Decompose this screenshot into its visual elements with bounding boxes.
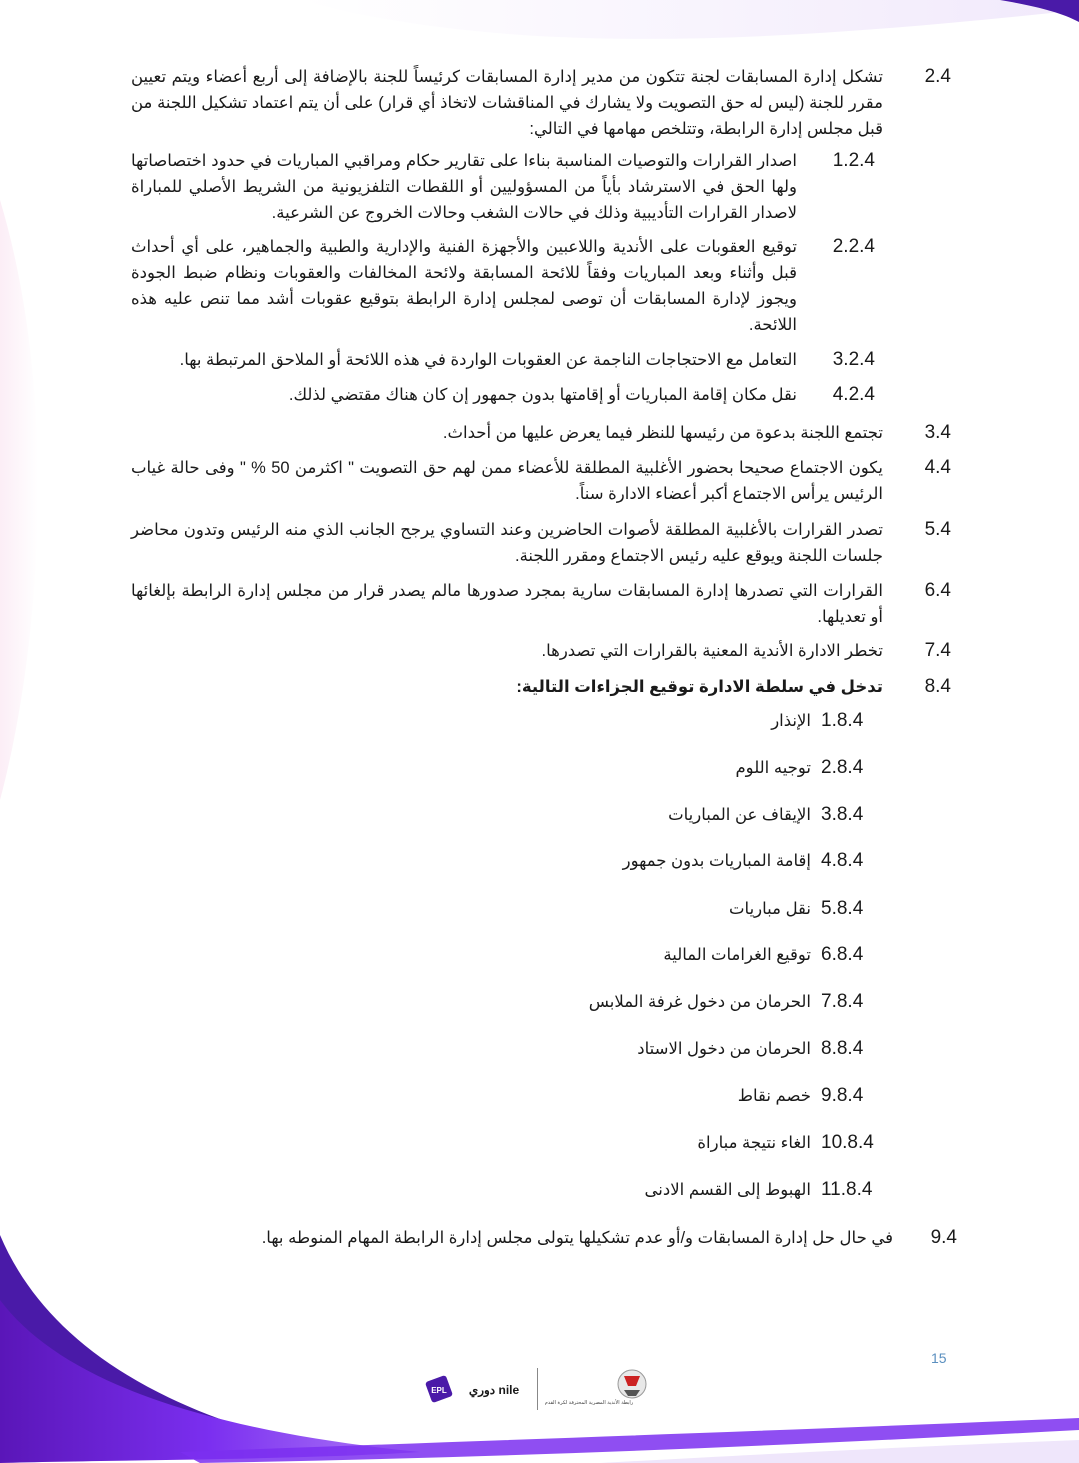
penalty-number: 3.8.4 — [821, 804, 864, 825]
penalty-text: الهبوط إلى القسم الادنى — [644, 1181, 811, 1199]
clause-2-2-4 — [131, 234, 875, 338]
penalty-item — [735, 757, 881, 779]
clause-6-4 — [131, 578, 951, 630]
clause-2-4 — [131, 64, 951, 142]
penalty-item — [589, 991, 881, 1013]
clause-text: تصدر القرارات بالأغلبية المطلقة لأصوات الحاضرين وعند التساوي يرجح الجانب الذي منه الرئيس وتدون محاضر جلسات اللجنة ويوقع عليه رئيس الاجتماع ومقرر اللجنة. — [131, 521, 883, 565]
association-logo — [544, 1364, 654, 1414]
logo-divider — [537, 1368, 538, 1410]
clause-8-4 — [131, 674, 951, 700]
clause-heading: تدخل في سلطة الادارة توقيع الجزاءات التالية: — [516, 678, 883, 696]
clause-number: 1.2.4 — [832, 150, 875, 171]
clause-text: تخطر الادارة الأندية المعنية بالقرارات التي تصدرها. — [541, 642, 883, 660]
clause-number: 4.2.4 — [832, 384, 875, 405]
clause-number: 3.2.4 — [832, 349, 875, 370]
clause-text: في حال حل إدارة المسابقات و/أو عدم تشكيلها يتولى مجلس إدارة الرابطة المهام المنوطه بها. — [261, 1229, 893, 1247]
penalty-text: الغاء نتيجة مباراة — [697, 1134, 811, 1152]
penalty-number: 5.8.4 — [821, 898, 864, 919]
penalty-item — [738, 1085, 881, 1107]
clause-1-2-4 — [131, 148, 875, 226]
clause-number: 9.4 — [930, 1227, 957, 1248]
clause-number: 6.4 — [924, 580, 951, 601]
clause-number: 8.4 — [924, 676, 951, 697]
clause-9-4 — [131, 1225, 957, 1251]
penalty-number: 4.8.4 — [821, 850, 864, 871]
clause-text: توقيع العقوبات على الأندية واللاعبين والأجهزة الفنية والإدارية والطبية والجماهير، على أي أحداث قبل وأثناء وبعد المباريات وفقاً للائحة المسابقة ولائحة المخالفات والعقوبات ونظام ضبط الجودة ويجوز لإدارة المسابقات أن توصى لمجلس إدارة الرابطة بتوقيع عقوبات أشد مما تنص عليه هذه اللائحة. — [131, 238, 797, 334]
clause-7-4 — [131, 638, 951, 664]
penalty-text: نقل مباريات — [729, 900, 811, 918]
clause-number: 3.4 — [924, 422, 951, 443]
clause-text: القرارات التي تصدرها إدارة المسابقات سارية بمجرد صدورها مالم يصدر قرار من مجلس إدارة الرابطة بإلغائها أو تعديلها. — [131, 582, 883, 626]
penalty-number: 8.8.4 — [821, 1038, 864, 1059]
penalty-number: 11.8.4 — [821, 1179, 873, 1200]
penalty-number: 7.8.4 — [821, 991, 864, 1012]
penalty-number: 10.8.4 — [821, 1132, 874, 1153]
clause-5-4 — [131, 517, 951, 569]
clause-number: 5.4 — [924, 519, 951, 540]
penalty-text: الإيقاف عن المباريات — [668, 806, 811, 824]
page-number: 15 — [931, 1350, 947, 1366]
clause-number: 2.2.4 — [832, 236, 875, 257]
penalty-text: الإنذار — [771, 712, 811, 730]
clause-3-4 — [131, 420, 951, 446]
penalty-item — [637, 1038, 881, 1060]
penalty-number: 6.8.4 — [821, 944, 864, 965]
clause-3-2-4 — [131, 347, 875, 373]
penalty-item — [663, 944, 881, 966]
penalty-item — [771, 710, 881, 732]
penalty-item — [668, 804, 881, 826]
penalty-text: الحرمان من دخول الاستاد — [637, 1040, 811, 1058]
clause-text: اصدار القرارات والتوصيات المناسبة بناءا على تقارير حكام ومراقبي المباريات في حدود اختصاصاتها ولها الحق في الاسترشاد بأياً من المسؤوليين أو اللقطات التلفزيونية من الشريط الأصلي للمباراة لاصدار القرارات التأديبية وذلك في حالات الشغب وحالات الخروج عن الشرعية. — [131, 152, 797, 222]
penalty-text: توجيه اللوم — [735, 759, 811, 777]
clause-text: تشكل إدارة المسابقات لجنة تتكون من مدير إدارة المسابقات كرئيساً للجنة بالإضافة إلى أربع أعضاء ويتم تعيين مقرر للجنة (ليس له حق التصويت ولا يشارك في المناقشات لاتخاذ أي قرار) على أن يتم اعتماد تشكيل اللجنة من قبل مجلس إدارة الرابطة، وتتلخص مهامها في التالي: — [131, 68, 883, 138]
penalty-text: إقامة المباريات بدون جمهور — [622, 852, 811, 870]
clause-text: يكون الاجتماع صحيحا بحضور الأغلبية المطلقة للأعضاء ممن لهم حق التصويت " اكثرمن 50 % " وفى حالة غياب الرئيس يرأس الاجتماع أكبر أعضاء الادارة سناً. — [131, 459, 883, 503]
footer-logos — [424, 1364, 654, 1414]
clause-4-4 — [131, 455, 951, 507]
clause-number: 2.4 — [924, 66, 951, 87]
penalty-text: الحرمان من دخول غرفة الملابس — [588, 993, 811, 1011]
clause-text: تجتمع اللجنة بدعوة من رئيسها للنظر فيما يعرض عليها من أحداث. — [442, 424, 883, 442]
association-name: رابطة الأندية المصرية المحترفة لكرة القدم — [544, 1400, 634, 1406]
clause-number: 4.4 — [924, 457, 951, 478]
clause-text: نقل مكان إقامة المباريات أو إقامتها بدون جمهور إن كان هناك مقتضي لذلك. — [288, 386, 797, 404]
clause-number: 7.4 — [924, 640, 951, 661]
league-name: دوري nile — [468, 1383, 520, 1397]
penalty-item — [645, 1179, 881, 1201]
penalty-number: 2.8.4 — [821, 757, 864, 778]
penalty-item — [729, 898, 881, 920]
clause-text: التعامل مع الاحتجاجات الناجمة عن العقوبات الواردة في هذه اللائحة أو الملاحق المرتبطة بها. — [179, 351, 797, 369]
penalty-item — [697, 1132, 881, 1154]
league-badge: EPL — [431, 1386, 447, 1395]
penalty-text: توقيع الغرامات المالية — [663, 946, 811, 964]
penalty-item — [623, 850, 881, 872]
clause-4-2-4 — [131, 382, 875, 408]
penalty-text: خصم نقاط — [737, 1087, 811, 1105]
penalty-number: 1.8.4 — [821, 710, 864, 731]
league-logo — [424, 1364, 534, 1414]
penalty-number: 9.8.4 — [821, 1085, 864, 1106]
